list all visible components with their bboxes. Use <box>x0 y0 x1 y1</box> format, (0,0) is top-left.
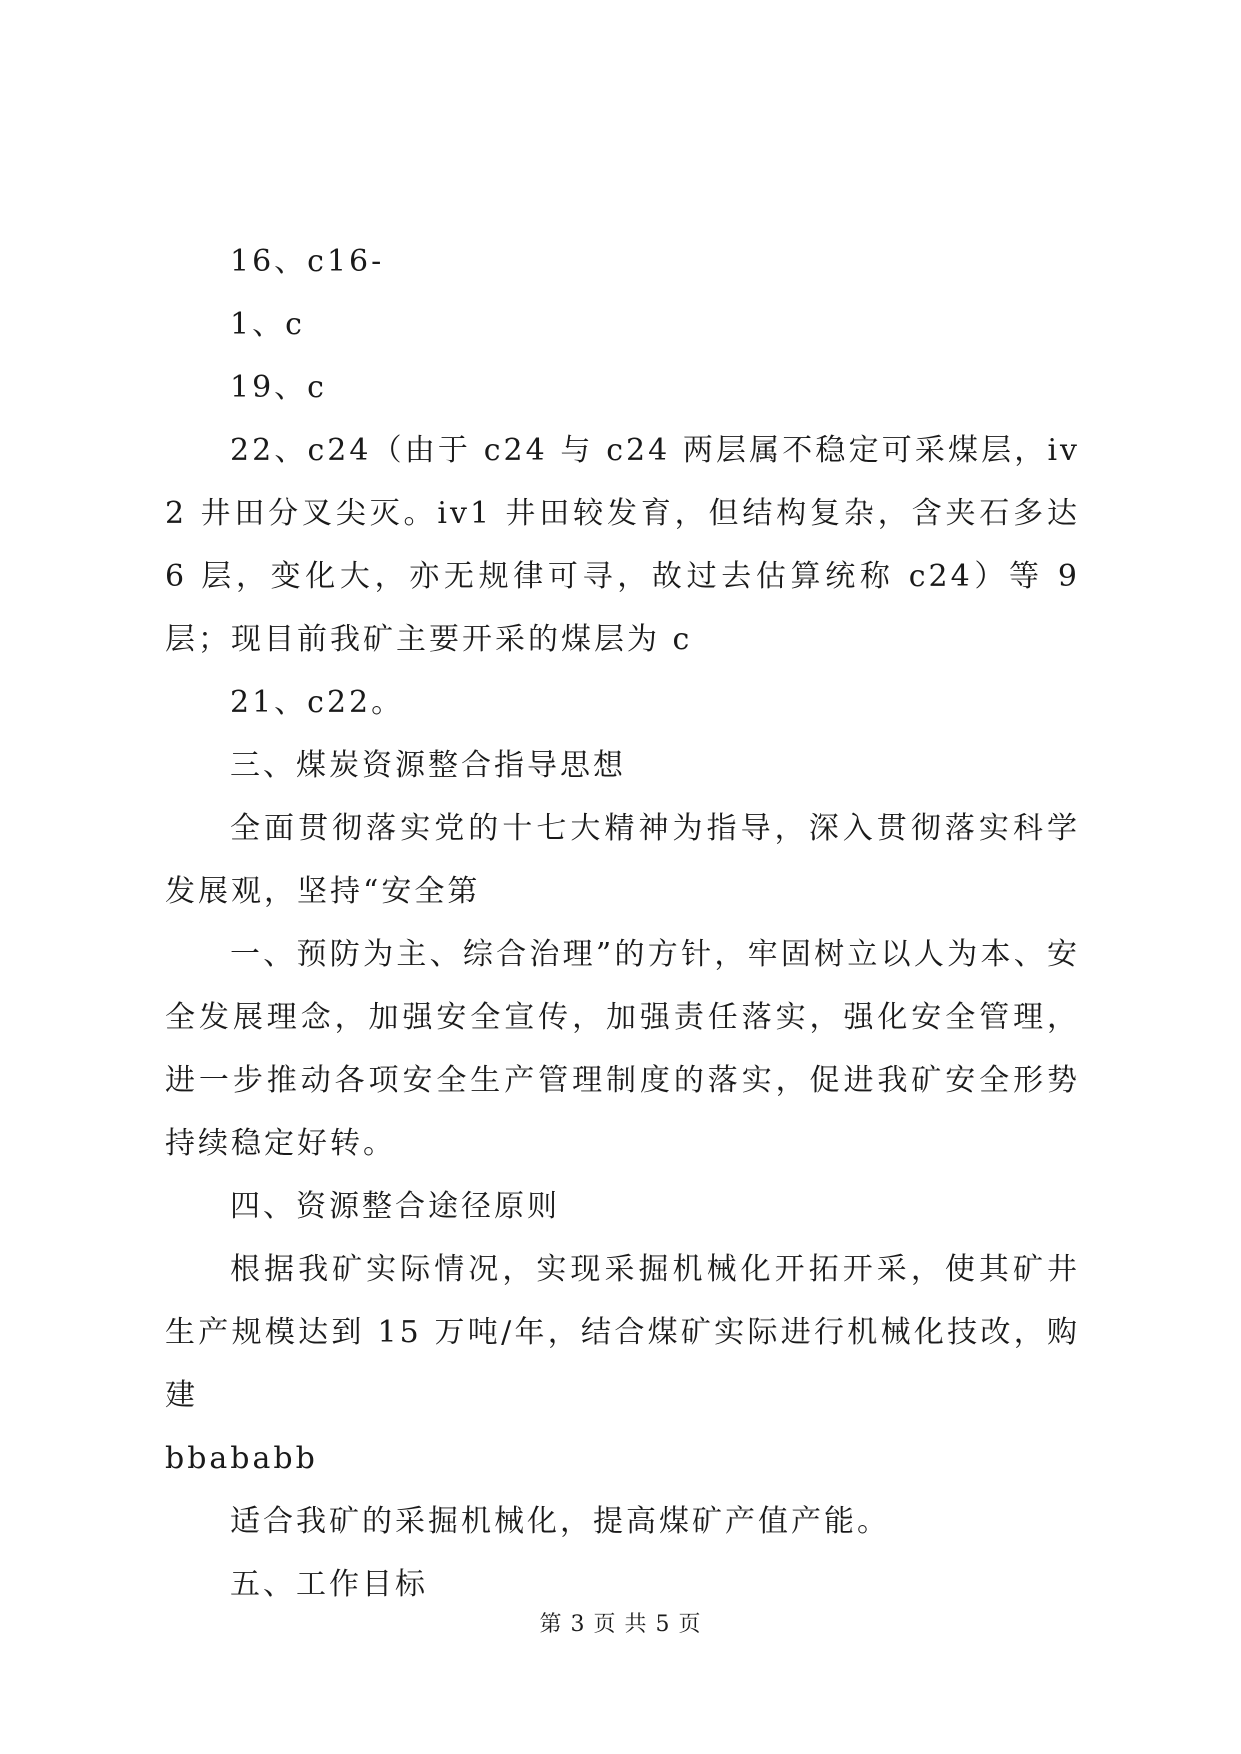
section-heading: 四、资源整合途径原则 <box>230 1189 560 1224</box>
paragraph: 适合我矿的采掘机械化，提高煤矿产值产能。 <box>230 1504 890 1539</box>
section-heading: 三、煤炭资源整合指导思想 <box>230 748 626 783</box>
paragraph: 全面贯彻落实党的十七大精神为指导，深入贯彻落实科学发展观，坚持“安全第 <box>165 811 1080 909</box>
page-footer: 第 3 页 共 5 页 <box>539 1612 702 1637</box>
paragraph: 1、c <box>230 307 305 342</box>
paragraph: 根据我矿实际情况，实现采掘机械化开拓开采，使其矿井生产规模达到 15 万吨/年，结合煤矿实际进行机械化技改，购建 <box>165 1252 1080 1413</box>
paragraph: 16、c16- <box>230 244 385 279</box>
paragraph: 22、c24（由于 c24 与 c24 两层属不稳定可采煤层，iv2 井田分叉尖灭。iv1 井田较发育，但结构复杂，含夹石多达 6 层，变化大，亦无规律可寻，故过去估算统称 c24）等 9 层；现目前我矿主要开采的煤层为 c <box>165 433 1080 657</box>
paragraph: 一、预防为主、综合治理”的方针，牢固树立以人为本、安全发展理念，加强安全宣传，加强责任落实，强化安全管理，进一步推动各项安全生产管理制度的落实，促进我矿安全形势持续稳定好转。 <box>165 937 1080 1161</box>
paragraph: 21、c22。 <box>230 685 405 720</box>
paragraph: bbababb <box>165 1441 318 1476</box>
document-body <box>165 230 1080 1616</box>
section-heading: 五、工作目标 <box>230 1567 428 1602</box>
paragraph: 19、c <box>230 370 327 405</box>
